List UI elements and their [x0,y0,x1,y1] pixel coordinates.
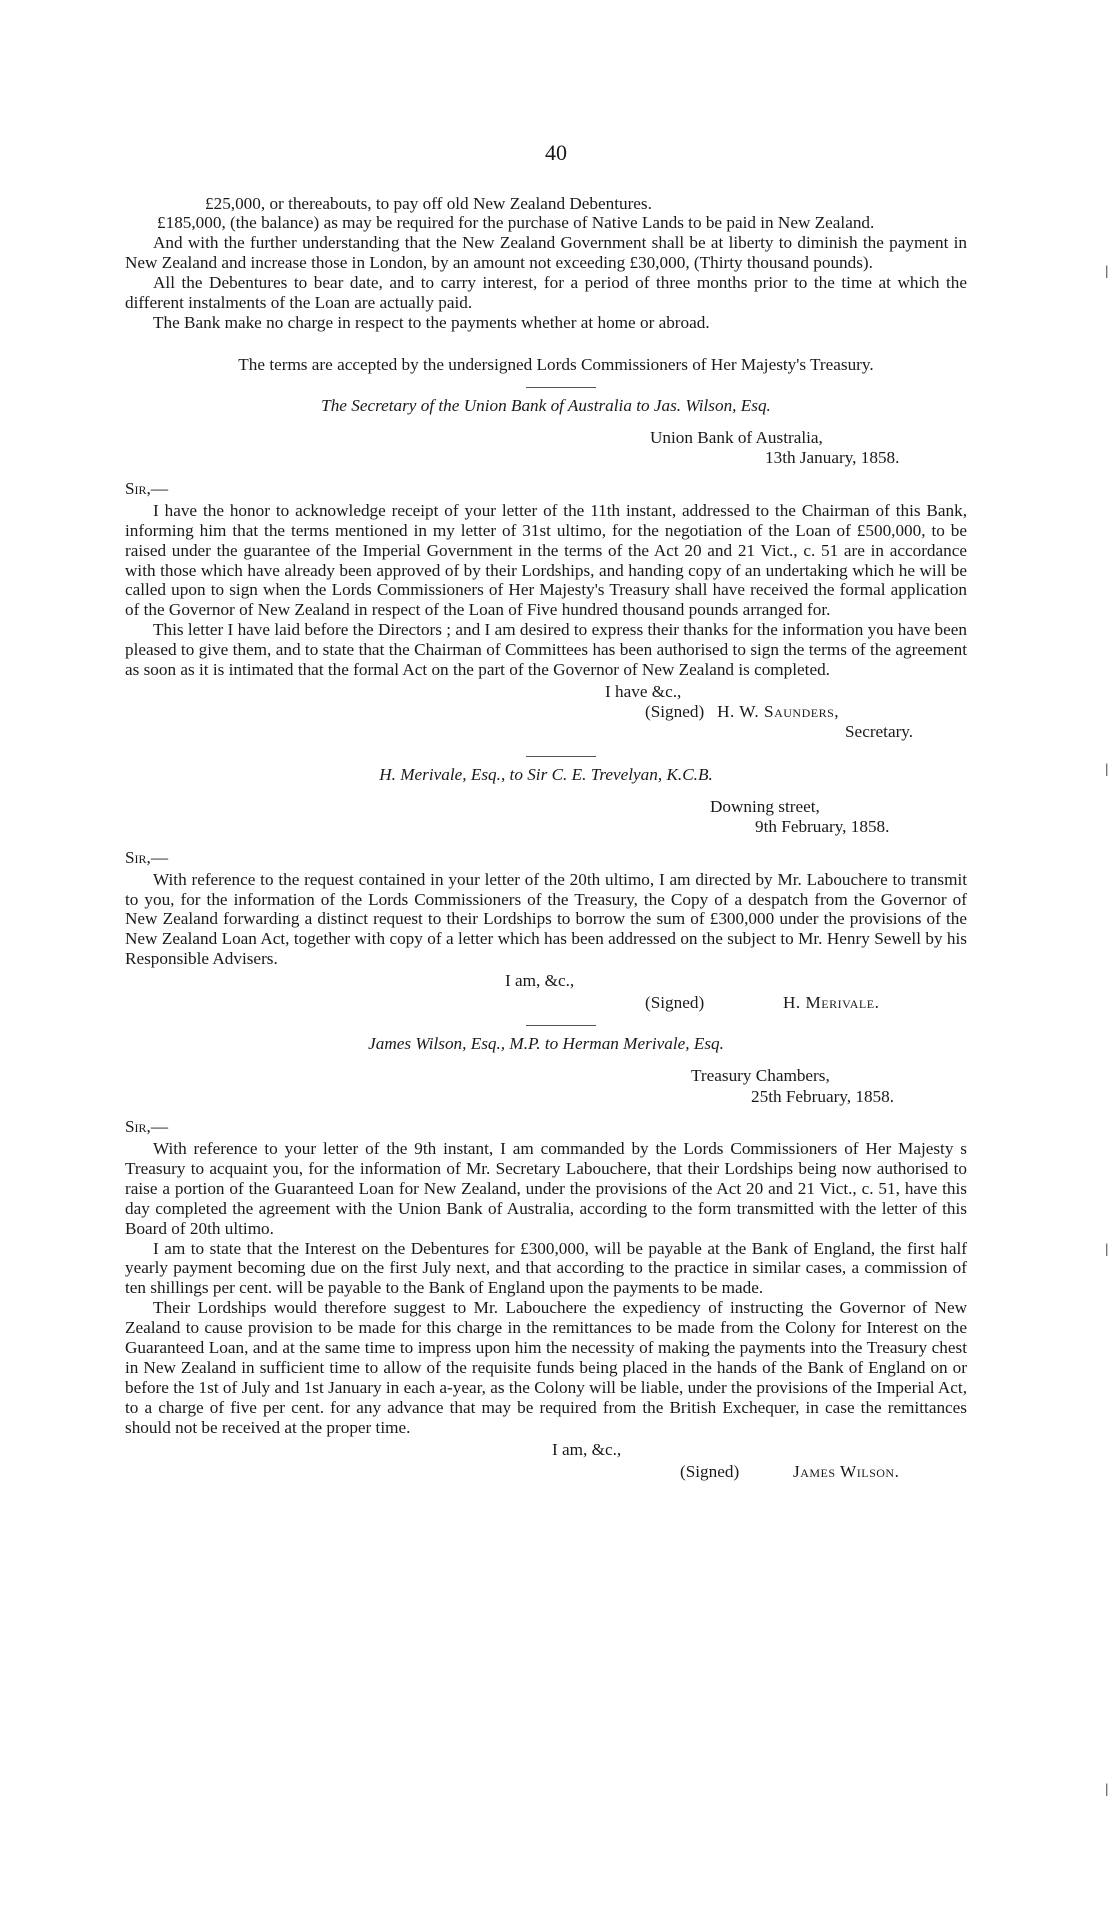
opening-section [125,194,967,376]
paragraph: And with the further understanding that the New Zealand Government shall be at liberty to diminish the payment in New Zealand and increase those in London, by an amount not exceeding £30,000, (Thirty thousand pounds). [125,233,967,273]
letter-merivale [125,765,967,1013]
letter-heading: James Wilson, Esq., M.P. to Herman Merivale, Esq. [368,1034,724,1054]
signer-name: James Wilson. [793,1462,900,1481]
signer-name: H. Merivale. [783,993,880,1013]
page-number: 40 [545,140,567,165]
letter-address-block [125,428,967,469]
closing: I am, &c., [505,971,575,991]
letter-address: Union Bank of Australia, [650,428,823,448]
paragraph: Their Lordships would therefore suggest to Mr. Labouchere the expediency of instructing the Governor of New Zealand to cause provision to be made for this charge in the remittances to be made from the Colony for Interest on the Guaranteed Loan, and at the same time to impress upon him the necessity of making the payments into the Treasury chest in New Zealand in sufficient time to allow of the requisite funds being placed in the hands of the Bank of England on or before the 1st of July and 1st January in each a-year, as the Colony will be liable, under the provisions of the Imperial Act, to a charge of five per cent. for any advance that may be required from the British Exchequer, in case the remittances should not be received at the proper time. [125,1298,967,1438]
terms-item: £25,000, or thereabouts, to pay off old New Zealand Debentures. [205,193,652,213]
closing: I have &c., [605,682,682,702]
letter-date: 25th February, 1858. [751,1086,895,1106]
letter-address-block [125,797,967,838]
signed-line [125,993,967,1013]
paragraph: With reference to your letter of the 9th instant, I am commanded by the Lords Commissioners of Her Majesty s Treasury to acquaint you, for the information of Mr. Secretary Labouchere, that their Lordships being now authorised to raise a portion of the Guaranteed Loan for New Zealand, under the provisions of the Act 20 and 21 Vict., c. 51, have this day completed the agreement with the Union Bank of Australia, according to the form transmitted with the letter of this Board of 20th ultimo. [125,1138,967,1238]
margin-mark: ǀ [1105,262,1109,282]
paragraph: All the Debentures to bear date, and to carry interest, for a period of three months prior to the time at which the different instalments of the Loan are actually paid. [125,273,967,313]
margin-mark: ǀ [1105,760,1109,780]
letter-wilson [125,1034,967,1482]
paragraph: I have the honor to acknowledge receipt of your letter of the 11th instant, addressed to the Chairman of this Bank, informing him that the terms mentioned in my letter of 31st ultimo, for the negotiation of the Loan of £500,000, to be raised under the guarantee of the Imperial Government in the terms of the Act 20 and 21 Vict., c. 51 are in accordance with those which have already been approved of by their Lordships, and handing copy of an undertaking which he will be called upon to sign when the Lords Commissioners of Her Majesty's Treasury shall have received the formal application of the Governor of New Zealand in respect of the Loan of Five hundred thousand pounds arranged for. [125,500,967,620]
section-divider [526,756,596,757]
letter-heading: H. Merivale, Esq., to Sir C. E. Trevelyan, K.C.B. [379,765,713,785]
signed-label: (Signed) [645,993,705,1013]
signed-label: (Signed) [680,1462,740,1481]
letter-address: Downing street, [710,797,820,817]
terms-item: £185,000, (the balance) as may be required for the purchase of Native Lands to be paid in New Zealand. [157,213,875,233]
signature-block [125,971,967,1013]
letter-union-bank [125,396,967,742]
signer-title: Secretary. [845,722,914,742]
signed-label: (Signed) [645,702,705,722]
section-divider [526,1025,596,1026]
paragraph: This letter I have laid before the Directors ; and I am desired to express their thanks for the information you have been pleased to give them, and to state that the Chairman of Committees has been authorised to sign the terms of the agreement as soon as it is intimated that the formal Act on the part of the Governor of New Zealand is completed. [125,620,967,680]
paragraph: With reference to the request contained in your letter of the 20th ultimo, I am directed by Mr. Labouchere to transmit to you, for the information of the Lords Commissioners of the Treasury, the Copy of a despatch from the Governor of New Zealand forwarding a distinct request to their Lordships to borrow the sum of £300,000 under the provisions of the New Zealand Loan Act, together with copy of a letter which has been addressed on the subject to Mr. Henry Sewell by his Responsible Advisers. [125,869,967,969]
signer-name: H. W. Saunders, [717,702,840,722]
section-divider [526,387,596,388]
acceptance-line: The terms are accepted by the undersigned Lords Commissioners of Her Majesty's Treasury. [238,355,874,375]
document-page [125,140,967,1482]
salutation: Sir,— [125,478,169,498]
letter-heading: The Secretary of the Union Bank of Australia to Jas. Wilson, Esq. [321,396,771,416]
paragraph: The Bank make no charge in respect to the payments whether at home or abroad. [153,313,710,333]
paragraph: I am to state that the Interest on the Debentures for £300,000, will be payable at the Bank of England, the first half yearly payment becoming due on the first July next, and that according to the practice in similar cases, a commission of ten shillings per cent. will be payable to the Bank of England upon the payments to be made. [125,1238,967,1298]
margin-mark: ǀ [1105,1780,1109,1800]
signature-block [125,1440,967,1482]
salutation: Sir,— [125,847,169,867]
closing: I am, &c., [552,1440,622,1460]
letter-address: Treasury Chambers, [691,1066,830,1086]
letter-date: 13th January, 1858. [765,448,900,468]
signed-line [125,1462,967,1482]
letter-date: 9th February, 1858. [755,817,890,837]
salutation: Sir,— [125,1116,169,1136]
signed-line [125,702,967,722]
margin-mark: ǀ [1105,1240,1109,1260]
signature-block [125,682,967,742]
letter-address-block [125,1066,967,1107]
